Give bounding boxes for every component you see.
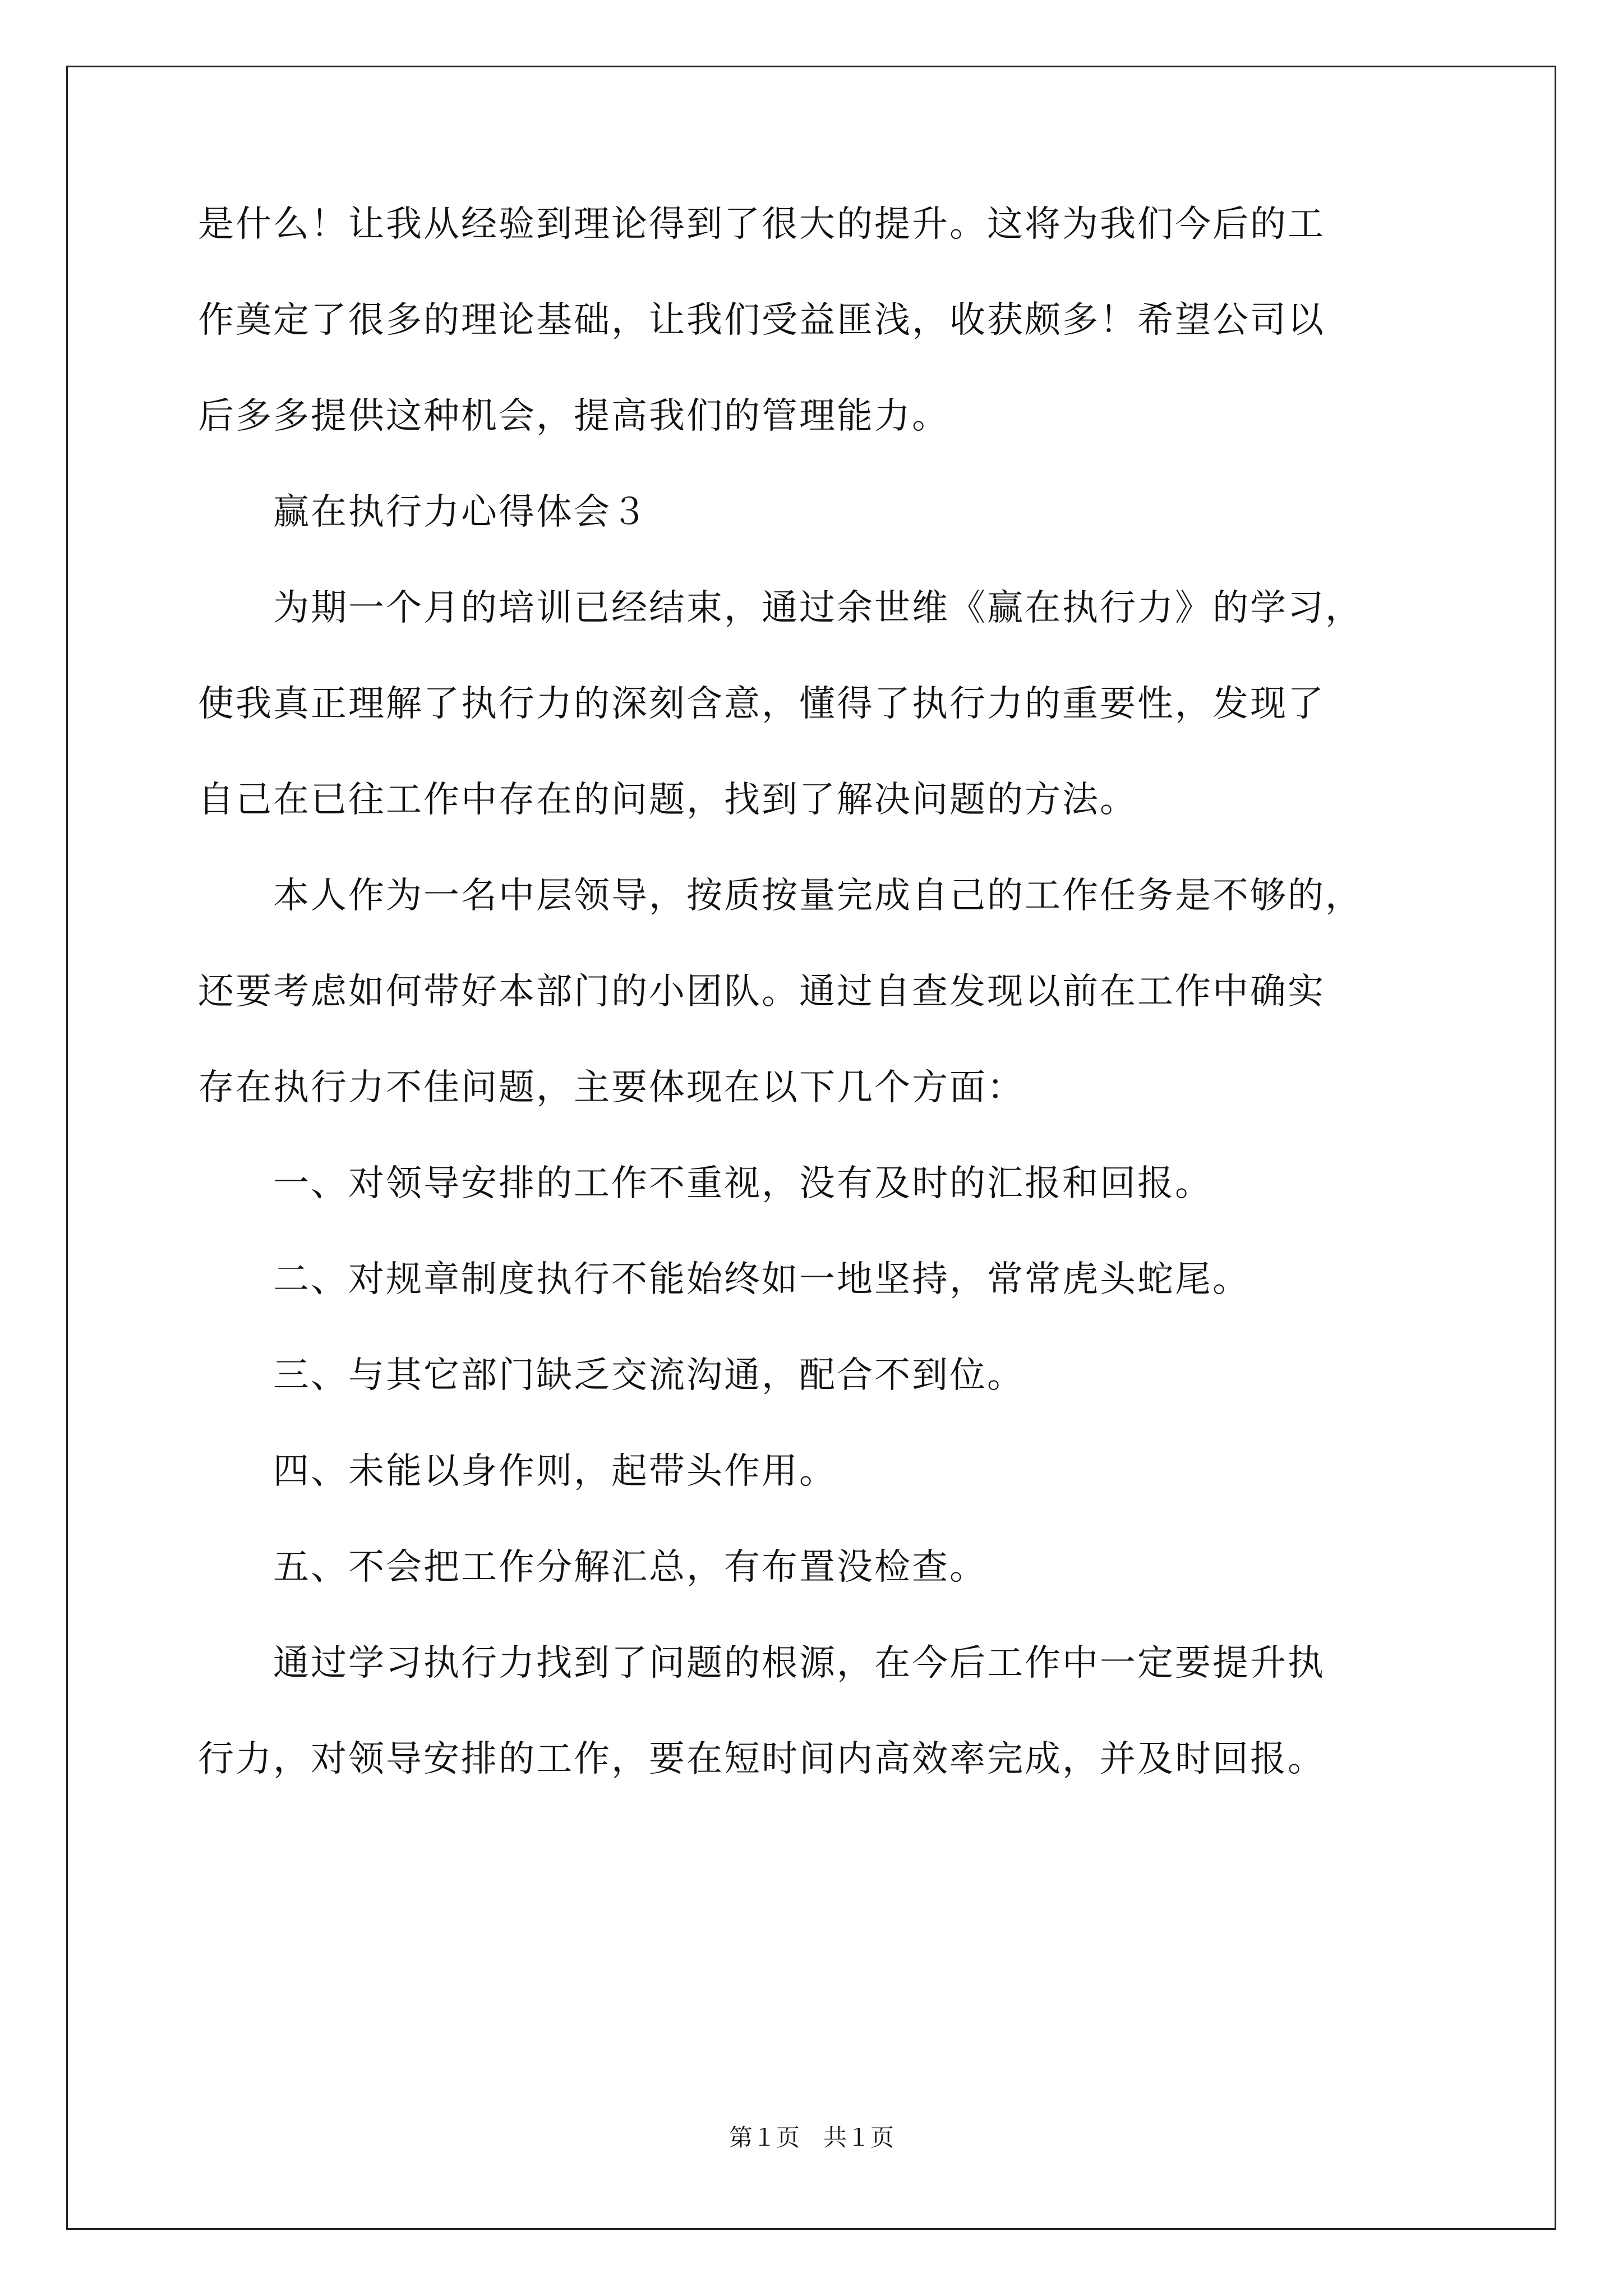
list-item: 五、不会把工作分解汇总，有布置没检查。 — [198, 1547, 987, 1588]
section-heading: 赢在执行力心得体会３ — [198, 491, 649, 533]
list-item: 四、未能以身作则，起带头作用。 — [198, 1451, 837, 1492]
text-line: 是什么！让我从经验到理论得到了很大的提升。这将为我们今后的工 — [198, 204, 1325, 245]
text-line: 存在执行力不佳问题，主要体现在以下几个方面： — [198, 1067, 1025, 1108]
text-line: 通过学习执行力找到了问题的根源，在今后工作中一定要提升执 — [198, 1642, 1325, 1684]
list-item: 三、与其它部门缺乏交流沟通，配合不到位。 — [198, 1355, 1025, 1396]
text-line: 行力，对领导安排的工作，要在短时间内高效率完成，并及时回报。 — [198, 1738, 1325, 1780]
page-border — [66, 66, 1556, 2230]
text-line: 还要考虑如何带好本部门的小团队。通过自查发现以前在工作中确实 — [198, 971, 1325, 1013]
text-line: 作奠定了很多的理论基础，让我们受益匪浅，收获颇多！希望公司以 — [198, 300, 1325, 341]
list-item: 二、对规章制度执行不能始终如一地坚持，常常虎头蛇尾。 — [198, 1259, 1250, 1300]
text-line: 本人作为一名中层领导，按质按量完成自己的工作任务是不够的， — [198, 875, 1363, 917]
text-line: 为期一个月的培训已经结束，通过余世维《赢在执行力》的学习， — [198, 587, 1363, 629]
text-line: 使我真正理解了执行力的深刻含意，懂得了执行力的重要性，发现了 — [198, 683, 1325, 725]
text-line: 后多多提供这种机会，提高我们的管理能力。 — [198, 395, 949, 437]
text-line: 自己在已往工作中存在的问题，找到了解决问题的方法。 — [198, 779, 1137, 821]
list-item: 一、对领导安排的工作不重视，没有及时的汇报和回报。 — [198, 1163, 1212, 1204]
page-footer: 第１页 共１页 — [728, 2124, 894, 2151]
